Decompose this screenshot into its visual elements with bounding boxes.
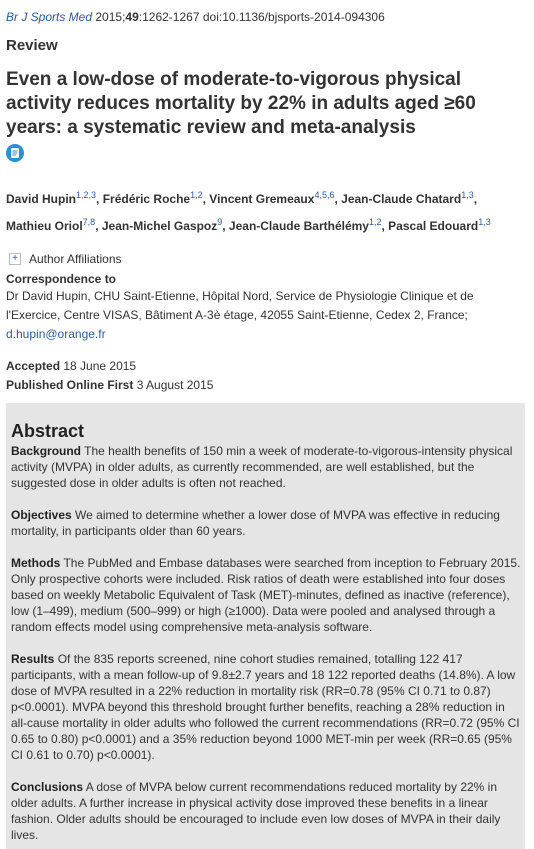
author-affil-ref[interactable]: 1,2,3 bbox=[76, 190, 97, 200]
article-type: Review bbox=[6, 37, 58, 54]
abstract-methods bbox=[11, 555, 521, 635]
author-link[interactable]: David Hupin bbox=[6, 192, 77, 206]
citation-volume: 49 bbox=[125, 10, 139, 24]
author-affil-ref[interactable]: 4,5,6 bbox=[314, 190, 335, 200]
author-link[interactable]: Jean-Claude Barthélémy bbox=[228, 219, 369, 233]
correspondence-email-link[interactable]: d.hupin@orange.fr bbox=[6, 327, 106, 341]
abstract-conclusions bbox=[11, 779, 521, 843]
results-text: Of the 835 reports screened, nine cohort studies remained, totalling 122 417 participants, with a mean follow-up of 9.8±2.7 years and 18 122 reported deaths (14.8%). A low dose of MVPA resulted in a 22% reduction in mortality risk (RR=0.78 (95% CI 0.71 to 0.87) p<0.0001). MVPA beyond this threshold brought further benefits, reaching a 28% reduction in all-cause mortality in older adults who followed the current recommendations (RR=0.72 (95% CI 0.65 to 0.80) p<0.0001) and a 35% reduction beyond 1000 MET-min per week (RR=0.65 (95% CI 0.61 to 0.70) p<0.0001). bbox=[11, 652, 520, 762]
abstract-panel bbox=[6, 403, 525, 849]
methods-text: The PubMed and Embase databases were searched from inception to February 2015. Only prospective cohorts were included. Risk ratios of death were established into four doses based on weekly Metabolic Equivalent of Task (MET)-minutes, defined as inactive (reference), low (1–499), medium (500–999) or high (≥1000). Data were pooled and analysed through a random effects model using comprehensive meta-analysis software. bbox=[11, 556, 521, 634]
article-header bbox=[6, 0, 528, 842]
citation-pages: :1262-1267 bbox=[138, 10, 200, 24]
author-affil-ref[interactable]: 7,8 bbox=[82, 217, 96, 227]
citation-year: 2015; bbox=[95, 10, 126, 24]
author-affil-ref[interactable]: 9 bbox=[217, 217, 223, 227]
accepted-label: Accepted bbox=[6, 359, 61, 373]
abstract-heading: Abstract bbox=[11, 421, 85, 441]
published-date: 3 August 2015 bbox=[136, 378, 214, 392]
correspondence-address: Dr David Hupin, CHU Saint-Etienne, Hôpital Nord, Service de Physiologie Clinique et de l'Exercice, Centre VISAS, Bâtiment A-3è étage, 42055 Saint-Etienne, Cedex 2, France; bbox=[6, 289, 474, 322]
abstract-results bbox=[11, 651, 521, 763]
citation-doi: doi:10.1136/bjsports-2014-094306 bbox=[202, 10, 385, 24]
author-affil-ref[interactable]: 1,3 bbox=[461, 190, 474, 200]
background-label: Background bbox=[11, 444, 82, 458]
abstract-objectives bbox=[11, 507, 521, 539]
author-link[interactable]: Jean-Michel Gaspoz bbox=[101, 219, 218, 233]
conclusions-label: Conclusions bbox=[11, 780, 84, 794]
accepted-date: 18 June 2015 bbox=[63, 359, 137, 373]
author-list: David Hupin$^{1,2,3}$, Frédéric Roche$^{1,2}$, Vincent Gremeaux$^{4,5,6}$, Jean-Claude Chatard$^{1,3}$, Mathieu Oriol$^{7,8}$, Jean-Michel Gaspoz$^9$, Jean-Claude Barthélémy$^{1,2}$, Pascal Edouard$^{1,3}$ bbox=[6, 190, 491, 233]
citation-line bbox=[6, 9, 528, 25]
article-title: Even a low-dose of moderate-to-vigorous physical activity reduces mortality by 22% in adults aged ≥60 years: a systematic review and meta-analysis bbox=[6, 69, 476, 138]
abstract-background bbox=[11, 443, 521, 491]
author-affiliations-toggle[interactable] bbox=[6, 252, 528, 266]
methods-label: Methods bbox=[11, 556, 61, 570]
objectives-label: Objectives bbox=[11, 508, 72, 522]
article-dates bbox=[6, 357, 528, 395]
conclusions-text: A dose of MVPA below current recommendations reduced mortality by 22% in older adults. A further increase in physical activity dose improved these benefits in a linear fashion. Older adults should be encouraged to include even low doses of MVPA in their daily lives. bbox=[11, 780, 501, 842]
author-link[interactable]: Jean-Claude Chatard bbox=[341, 192, 462, 206]
author-affil-ref[interactable]: 1,3 bbox=[478, 217, 491, 227]
author-link[interactable]: Vincent Gremeaux bbox=[209, 192, 315, 206]
objectives-text: We aimed to determine whether a lower dose of MVPA was effective in reducing mortality, in participants older than 60 years. bbox=[11, 508, 500, 538]
author-affiliations-label[interactable]: Author Affiliations bbox=[29, 252, 122, 266]
background-text: The health benefits of 150 min a week of moderate-to-vigorous-intensity physical activity (MVPA) in older adults, as currently recommended, are well established, but the suggested dose in older adults is often not reached. bbox=[11, 444, 513, 490]
author-affil-ref[interactable]: 1,2 bbox=[368, 217, 382, 227]
results-label: Results bbox=[11, 652, 55, 666]
plus-icon[interactable]: + bbox=[9, 253, 21, 265]
author-affil-ref[interactable]: 1,2 bbox=[190, 190, 203, 200]
author-link[interactable]: Mathieu Oriol bbox=[6, 219, 83, 233]
author-link[interactable]: Frédéric Roche bbox=[102, 192, 191, 206]
open-access-icon[interactable] bbox=[6, 144, 24, 162]
journal-name: Br J Sports Med bbox=[6, 10, 93, 24]
author-link[interactable]: Pascal Edouard bbox=[388, 219, 479, 233]
published-label: Published Online First bbox=[6, 378, 134, 392]
correspondence-label: Correspondence to bbox=[6, 272, 117, 286]
